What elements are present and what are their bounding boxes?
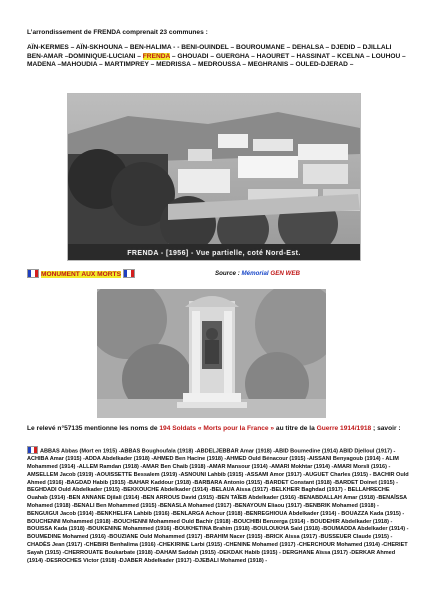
communes-part1: AÏN-KERMES – AÏN-SKHOUNA – BEN-HALIMA - - BENI-OUINDEL – BOUROUMANE – DEHALSA – DJEDID – DJILLALI BEN-AMAR –DOMINIQUE-LUCIANI – xyxy=(27,44,392,60)
source-credit xyxy=(215,270,300,277)
source-rest: GEN WEB xyxy=(268,270,300,277)
communes-highlight: FRENDA xyxy=(142,52,171,60)
war-label: Guerre 1914/1918 xyxy=(316,425,372,432)
french-flag-icon xyxy=(27,269,39,278)
communes-list xyxy=(27,44,407,69)
frenda-town-photo xyxy=(67,93,361,261)
source-link[interactable]: Mémorial xyxy=(241,270,269,277)
monument-photo xyxy=(97,289,326,418)
monument-photo-drawing xyxy=(97,289,326,418)
soldiers-count: 194 Soldats « Morts pour la France » xyxy=(159,425,275,432)
french-flag-icon xyxy=(123,269,135,278)
names-text: ABBAS Abbas (Mort en 1915) -ABBAS Boughoufala (1918) -ABDELJEBBAR Amar (1918) -ABID Boumedine (1914) ABID Djelloul (1917) - ACHIBA Amar (1915) -ADDA Abdelkader (1918) -AHMED Ben Hacine (1918) -AHMED Ould Bénacour (1915) -AISSANI Benyagoub (1914) - ALIM Mohammed (1914) -ALLEM Ramdan (1918) -AMAR Ben Chaib (1918) -AMAR Mansour (1914) -AMARI Mokhtar (1914) -AMARI Morsli (1916) -AMSELLEM Jacob (1919) -AOUISSETTE Bessalem (1919) -ASNOUNI Lahbib (1915) -ASSAMI Amor (1917) -AUGUET Charles (1915) - BACHIR Ould Ahmed (1916) -BAGDAD Habib (1915) -BAHAR Kaddour (1918) -BARBARA Antonio (1915) -BARDET Constant (1918) -BARDET Doinet (1915) -BEGHDADI Ould Abdelkader (1915) -BEKKOUCHE Abdelkader (1914) -BELAUA Aissa (1917) -BELKHEIR Baghdad (1917) - BELLAHRECHE Ouahab (1914) -BEN ANNANE Djilali (1914) -BEN ARROUS David (1915) -BEN TAÏEB Abdelkader (1916) -BENABDALLAH Amar (1918) -BENAÏSSA Mohamed (1918) -BENALI Ben Mohammed (1915) -BENASLA Mohamed (1917) -BENAYOUN Eliaou (1917) -BENBRIK Mohamed (1918) -BENGUIGUI Jacob (1914) -BENKHELIFA Lahbib (1916) -BENLARGA Achour (1918) -BENREGHIOUA Abdelkader (1914) - BOUAZZA Kada (1915) -BOUCHENNI Mohammed (1918) -BOUCHENNI Mohammed Ould Bachir (1918) -BOUCHIBI Benzerga (1914) - BOUDEHIR Abdelkader (1918) -BOUISSA Kada (1918) -BOUKENINE Mohammed (1916) -BOUKHETINA Brahim (1918) -BOULOUKHA Said (1918) -BOUMADDA Abdelkader (1914) -BOUMEDINE Mohamed (1916) -BOUZIANE Ould Mohammed (1917) -BRAHIM Nacer (1915) -BRICK Aissa (1917) -BUSSEUER Claude (1915) -CHADÈS Jean (1917) -CHEBIRI Benhalima (1916) -CHEKIRINE Larbi (1915) -CHENINE Mohamed (1917) -CHERCHOUR Mohamed (1914) -CHERIET Sayah (1915) -CHERROUATE Boukarbate (1918) -DAHAM Saddah (1915) -DEKDAK Habib (1915) - DERGHANE Aïssa (1917) -DERKAR Ahmed (1914) -DESROCHES Victor (1918) -DJABER Abdelkader (1917) -DJEBALI Mohamed (1918) - xyxy=(27,448,409,564)
soldier-names-list xyxy=(27,447,409,565)
town-photo-drawing xyxy=(68,94,360,260)
monument-heading-row xyxy=(27,270,407,282)
intro-heading: L’arrondissement de FRENDA comprenait 23 communes : xyxy=(27,29,208,36)
source-label: Source : xyxy=(215,270,242,277)
releve-summary xyxy=(27,425,407,433)
monument-title: MONUMENT AUX MORTS xyxy=(41,271,121,279)
releve-text1: Le relevé n°57135 mentionne les noms de xyxy=(27,425,160,432)
communes-part2: – GHOUADI – GUERGHA – HAOURET – HASSINAT – KCELNA – LOUHOU – MADENA –MAHOUDIA – MARTIMPREY – MEDRISSA – MEDROUSSA – MEGHRANIS – OULED-DJERAD – xyxy=(27,52,406,69)
photo-caption: FRENDA - [1956] - Vue partielle, coté Nord-Est. xyxy=(127,250,301,257)
french-flag-icon xyxy=(27,446,38,454)
releve-text3: ; savoir : xyxy=(371,425,401,432)
releve-text2: au titre de la xyxy=(274,425,317,432)
intro-block xyxy=(27,29,407,70)
